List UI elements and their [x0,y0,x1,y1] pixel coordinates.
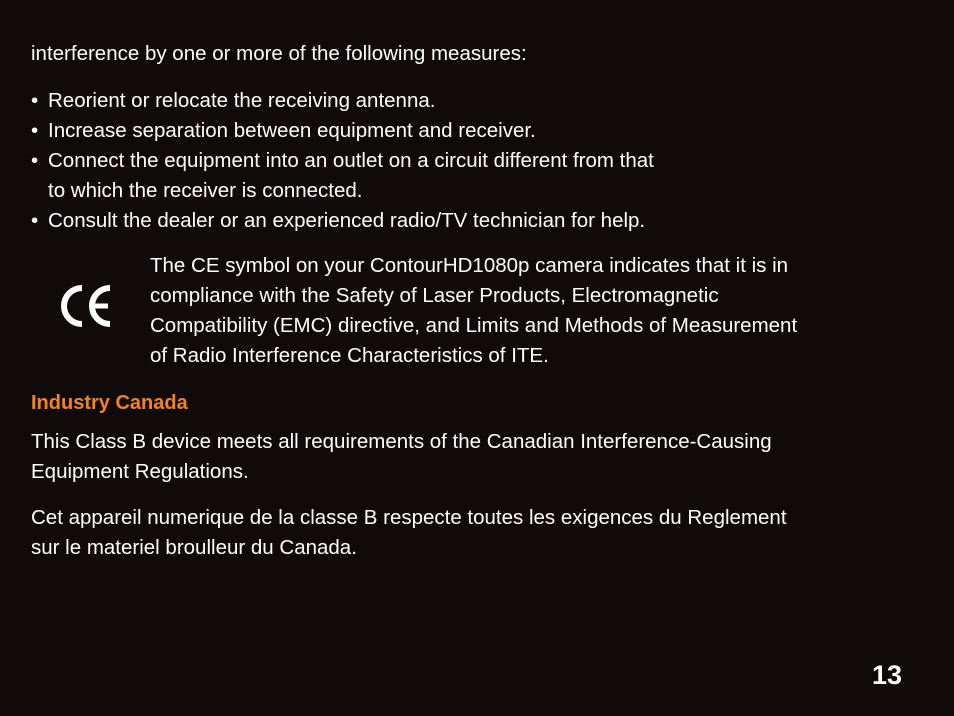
list-item [31,86,654,116]
list-item-text: Increase separation between equipment and receiver. [48,119,536,142]
list-item [31,116,654,146]
ce-description-line: The CE symbol on your ContourHD1080p camera indicates that it is in [150,254,789,277]
paragraph-line: Equipment Regulations. [31,460,249,483]
paragraph-line: Cet appareil numerique de la classe B respecte toutes les exigences du Reglement [31,506,787,529]
paragraph-english [31,427,772,487]
ce-mark-logo [56,282,116,330]
ce-mark-icon [56,282,116,330]
list-item-text: Consult the dealer or an experienced radio/TV technician for help. [48,209,646,232]
paragraph-line: This Class B device meets all requirements of the Canadian Interference-Causing [31,430,772,453]
list-item-text: Reorient or relocate the receiving antenna. [48,89,436,112]
ce-description [150,251,797,371]
ce-description-line: compliance with the Safety of Laser Products, Electromagnetic [150,284,719,307]
measures-list [31,86,654,236]
section-heading: Industry Canada [31,392,188,414]
paragraph-french [31,503,787,563]
list-item-text: to which the receiver is connected. [48,179,363,202]
list-item-continuation [31,176,654,206]
list-item [31,146,654,176]
ce-description-line: Compatibility (EMC) directive, and Limits and Methods of Measurement [150,314,798,337]
list-item [31,206,654,236]
bullet-mark: • [31,89,39,112]
intro-line: interference by one or more of the following measures: [31,42,527,65]
bullet-mark: • [31,149,39,172]
list-item-text: Connect the equipment into an outlet on a circuit different from that [48,149,654,172]
bullet-mark: • [31,209,39,232]
ce-description-line: of Radio Interference Characteristics of ITE. [150,344,549,367]
page-number: 13 [872,660,903,690]
bullet-mark: • [31,119,39,142]
paragraph-line: sur le materiel broulleur du Canada. [31,536,357,559]
